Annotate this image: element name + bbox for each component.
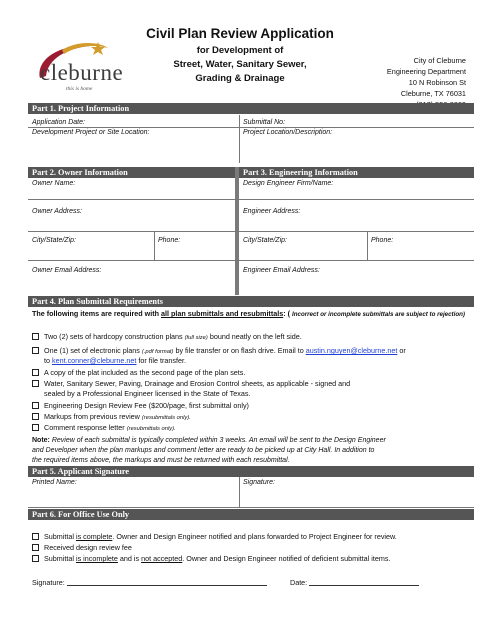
note-text: the required items above, the markups and must be returned with each resubmittal. xyxy=(32,457,290,464)
item-text: . Owner and Design Engineer notified and plans forwarded to Project Engineer for review. xyxy=(112,532,397,541)
checkbox[interactable] xyxy=(32,333,39,340)
owner-city-label: City/State/Zip: xyxy=(32,237,76,244)
divider xyxy=(28,507,474,508)
office-item xyxy=(32,532,472,542)
intro-text: : ( xyxy=(283,309,292,318)
subtitle-line-2: Street, Water, Sanitary Sewer, xyxy=(173,59,307,70)
city-address-block xyxy=(336,55,466,110)
design-engineer-label: Design Engineer Firm/Name: xyxy=(243,180,334,187)
item-text: One (1) set of electronic plans xyxy=(44,346,142,355)
date-line[interactable] xyxy=(309,578,419,586)
item-text: by file transfer or on flash drive. Email to xyxy=(173,346,306,355)
item-text: or xyxy=(397,346,406,355)
divider xyxy=(367,231,368,260)
address-line: Cleburne, TX 76031 xyxy=(400,89,466,98)
requirement-item-cont xyxy=(32,389,472,399)
engineer-email-label: Engineer Email Address: xyxy=(243,267,320,274)
address-line: Engineering Department xyxy=(386,67,466,76)
divider xyxy=(28,127,474,128)
address-line: 10 N Robinson St xyxy=(408,78,466,87)
item-underlined: is incomplete xyxy=(75,554,118,563)
item-text: A copy of the plat included as the second page of the plan sets. xyxy=(44,368,246,377)
item-text: bound neatly on the left side. xyxy=(207,332,302,341)
engineer-phone-label: Phone: xyxy=(371,237,394,244)
item-italic: (resubmittals only). xyxy=(141,415,191,421)
item-text: sealed by a Professional Engineer licensed in the State of Texas. xyxy=(44,389,251,398)
item-text: Comment response letter xyxy=(44,423,127,432)
engineer-city-label: City/State/Zip: xyxy=(243,237,287,244)
item-italic: (.pdf format) xyxy=(141,349,174,355)
item-italic: (full size) xyxy=(184,335,208,341)
requirement-item xyxy=(32,379,472,389)
item-text: Water, Sanitary Sewer, Paving, Drainage and Erosion Control sheets, as applicable - signed and xyxy=(44,379,351,388)
application-date-label: Application Date: xyxy=(32,119,85,126)
part2-header: Part 2. Owner Information xyxy=(28,167,235,178)
submittal-no-label: Submittal No: xyxy=(243,119,286,126)
divider xyxy=(154,231,155,260)
item-underlined: is complete xyxy=(75,532,113,541)
divider xyxy=(28,199,474,200)
intro-underlined: all plan submittals and resubmittals xyxy=(161,309,284,318)
office-signature-row xyxy=(32,578,267,587)
requirement-item xyxy=(32,412,472,424)
checkbox[interactable] xyxy=(32,544,39,551)
checkbox[interactable] xyxy=(32,555,39,562)
project-location-label: Project Location/Description: xyxy=(243,129,333,136)
divider xyxy=(28,231,474,232)
part6-header: Part 6. For Office Use Only xyxy=(28,509,474,520)
item-text: for file transfer. xyxy=(136,356,186,365)
owner-phone-label: Phone: xyxy=(158,237,181,244)
review-note xyxy=(32,436,474,466)
office-item xyxy=(32,554,472,564)
item-text: Received design review fee xyxy=(44,543,132,552)
checkbox[interactable] xyxy=(32,424,39,431)
intro-text: The following items are required with xyxy=(32,309,161,318)
note-text: and Developer when the plan markups and comment letter are ready to be picked up at City Hall. In addition to xyxy=(32,447,375,454)
office-date-label: Date: xyxy=(290,578,308,587)
checkbox[interactable] xyxy=(32,413,39,420)
signature-label: Signature: xyxy=(243,479,275,486)
part1-header: Part 1. Project Information xyxy=(28,103,474,114)
owner-address-label: Owner Address: xyxy=(32,208,82,215)
owner-name-label: Owner Name: xyxy=(32,180,76,187)
item-text: Markups from previous review xyxy=(44,412,142,421)
owner-email-label: Owner Email Address: xyxy=(32,267,102,274)
checkbox[interactable] xyxy=(32,380,39,387)
part5-header: Part 5. Applicant Signature xyxy=(28,466,474,477)
item-text: Submittal xyxy=(44,532,76,541)
address-line: City of Cleburne xyxy=(413,56,466,65)
requirement-item xyxy=(32,423,472,435)
divider xyxy=(239,115,240,163)
office-item xyxy=(32,543,472,553)
email-link-kent[interactable]: kent.conner@cleburne.net xyxy=(52,356,137,365)
item-text: and is xyxy=(117,554,142,563)
item-text: Engineering Design Review Fee ($200/page, first submittal only) xyxy=(44,401,249,410)
divider xyxy=(28,260,474,261)
item-text: . Owner and Design Engineer notified of deficient submittal items. xyxy=(182,554,391,563)
requirement-item xyxy=(32,401,472,411)
checkbox[interactable] xyxy=(32,347,39,354)
item-italic: (resubmittals only). xyxy=(126,426,176,432)
note-label: Note: xyxy=(32,437,50,444)
part4-header: Part 4. Plan Submittal Requirements xyxy=(28,296,474,307)
office-date-row xyxy=(290,578,419,587)
part3-header: Part 3. Engineering Information xyxy=(239,167,474,178)
page-title: Civil Plan Review Application xyxy=(146,26,334,41)
checkbox[interactable] xyxy=(32,402,39,409)
item-underlined: not accepted xyxy=(141,554,183,563)
divider xyxy=(239,477,240,507)
printed-name-label: Printed Name: xyxy=(32,479,77,486)
requirements-intro xyxy=(32,309,472,320)
requirement-item-cont xyxy=(32,356,472,366)
signature-line[interactable] xyxy=(67,578,267,586)
office-signature-label: Signature: xyxy=(32,578,65,587)
note-text: Review of each submittal is typically completed within 3 weeks. An email will be sent to the Design Engineer xyxy=(49,437,386,444)
subtitle-line-3: Grading & Drainage xyxy=(195,73,285,84)
item-text: Two (2) sets of hardcopy construction plans xyxy=(44,332,185,341)
subtitle-line-1: for Development of xyxy=(196,45,284,56)
dev-project-label: Development Project or Site Location: xyxy=(32,129,150,136)
checkbox[interactable] xyxy=(32,369,39,376)
engineer-address-label: Engineer Address: xyxy=(243,208,301,215)
item-text: to xyxy=(44,356,52,365)
intro-note: Incorrect or incomplete submittals are subject to rejection) xyxy=(292,311,465,318)
checkbox[interactable] xyxy=(32,533,39,540)
email-link-austin[interactable]: austin.nguyen@cleburne.net xyxy=(305,346,398,355)
logo-wordmark: cleburne xyxy=(40,60,124,85)
requirement-item xyxy=(32,332,472,344)
item-text: Submittal xyxy=(44,554,76,563)
requirement-item xyxy=(32,368,472,378)
logo-tagline: this is home xyxy=(66,86,93,92)
